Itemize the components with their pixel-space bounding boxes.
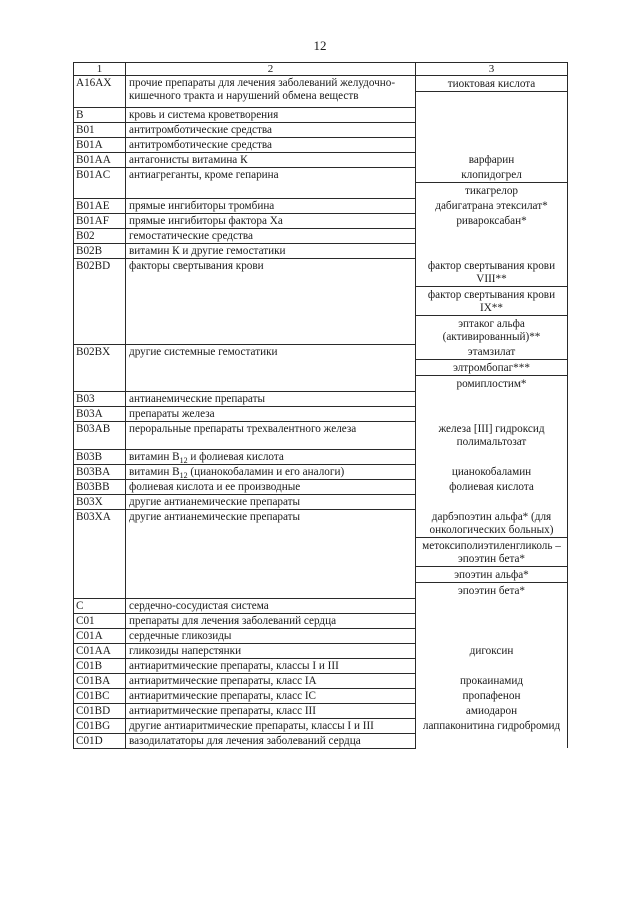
group-name-cell: антитромботические средства (126, 137, 416, 152)
drug-names-cell (416, 391, 568, 406)
drug-name: тикагрелор (464, 185, 519, 197)
table-row (74, 494, 568, 509)
table-row (74, 107, 568, 122)
group-name-cell: сердечные гликозиды (126, 628, 416, 643)
drug-name: эптаког альфа (активированный)** (442, 318, 541, 343)
table-row (74, 213, 568, 228)
atc-code-cell: B01 (74, 122, 126, 137)
drug-name (416, 628, 567, 643)
drug-name: лаппаконитина гидробромид (422, 720, 561, 732)
table-row (74, 344, 568, 391)
atc-code-cell: B03XA (74, 509, 126, 598)
atc-code-cell: B (74, 107, 126, 122)
atc-code-cell: A16AX (74, 76, 126, 108)
header-row (74, 63, 568, 76)
group-name-cell: антагонисты витамина К (126, 152, 416, 167)
drug-names-cell (416, 598, 568, 613)
drug-names-cell (416, 213, 568, 228)
table-row (74, 733, 568, 748)
atc-code-cell: B01AF (74, 213, 126, 228)
drug-name: варфарин (468, 154, 515, 166)
group-name-cell: другие антиаритмические препараты, классы I и III (126, 718, 416, 733)
group-name-cell (126, 449, 416, 464)
atc-code-cell: B02B (74, 243, 126, 258)
table-row (74, 122, 568, 137)
group-name-cell: прямые ингибиторы фактора Xa (126, 213, 416, 228)
table-row (74, 718, 568, 733)
drug-name: фолиевая кислота (449, 481, 534, 493)
table-row (74, 703, 568, 718)
group-name-cell: антиаритмические препараты, классы I и III (126, 658, 416, 673)
table-row (74, 479, 568, 494)
drug-name: элтромбопаг*** (416, 360, 567, 376)
drug-names-cell (416, 76, 568, 108)
drug-names-cell (416, 643, 568, 658)
drug-names-cell (416, 258, 568, 344)
drug-names-cell (416, 449, 568, 464)
group-name-cell: препараты для лечения заболеваний сердца (126, 613, 416, 628)
drug-name (416, 598, 567, 613)
group-name-cell: антиаритмические препараты, класс III (126, 703, 416, 718)
table-row (74, 167, 568, 198)
drug-names-cell (416, 733, 568, 748)
table-row (74, 391, 568, 406)
drug-name: эпоэтин бета* (457, 585, 526, 597)
drug-name: фактор свертывания крови IX** (416, 287, 567, 316)
group-name-cell: антиаритмические препараты, класс IC (126, 688, 416, 703)
atc-code-cell: C01BG (74, 718, 126, 733)
table-row (74, 598, 568, 613)
drug-names-cell (416, 122, 568, 137)
group-name-cell: кровь и система кроветворения (126, 107, 416, 122)
drug-names-cell (416, 344, 568, 391)
atc-code-cell: C01B (74, 658, 126, 673)
group-name-text: витамин B (129, 465, 180, 478)
drug-name: цианокобаламин (451, 466, 532, 478)
header-col-2: 2 (126, 63, 416, 76)
drug-name: дарбэпоэтин альфа* (для онкологических больных) (416, 509, 567, 538)
table-row (74, 406, 568, 421)
drug-name (416, 391, 567, 406)
drug-names-cell (416, 718, 568, 733)
group-name-cell: вазодилататоры для лечения заболеваний сердца (126, 733, 416, 748)
drug-name (416, 494, 567, 509)
drug-names-cell (416, 406, 568, 421)
atc-code-cell: B03A (74, 406, 126, 421)
header-col-1: 1 (74, 63, 126, 76)
atc-code-cell: B02BX (74, 344, 126, 391)
atc-code-cell: B01AE (74, 198, 126, 213)
group-name-text-rest: (цианокобаламин и его аналоги) (187, 465, 345, 478)
table-row (74, 613, 568, 628)
drug-names-cell (416, 703, 568, 718)
drug-names-cell (416, 243, 568, 258)
drug-name (416, 107, 567, 122)
atc-code-cell: C01D (74, 733, 126, 748)
drug-names-cell (416, 198, 568, 213)
group-name-cell: антиагреганты, кроме гепарина (126, 167, 416, 198)
drug-name (416, 658, 567, 673)
drug-name: дигоксин (469, 645, 514, 657)
drug-name: клопидогрел (416, 167, 567, 183)
drug-name: пропафенон (462, 690, 521, 702)
atc-code-cell: B02 (74, 228, 126, 243)
group-name-cell: другие антианемические препараты (126, 509, 416, 598)
drug-name: амиодарон (465, 705, 518, 717)
drug-name: этамзилат (416, 344, 567, 360)
group-name-cell: прочие препараты для лечения заболеваний желудочно-кишечного тракта и нарушений обмена веществ (126, 76, 416, 108)
atc-code-cell: C01 (74, 613, 126, 628)
table-row (74, 449, 568, 464)
table-row (74, 137, 568, 152)
header-col-3: 3 (416, 63, 568, 76)
group-name-cell: пероральные препараты трехвалентного железа (126, 421, 416, 449)
drug-names-cell (416, 494, 568, 509)
table-row (74, 243, 568, 258)
table-row (74, 628, 568, 643)
drug-names-cell (416, 479, 568, 494)
drug-name: ривароксабан* (456, 215, 527, 227)
drug-name (416, 228, 567, 243)
drug-name (416, 137, 567, 152)
drug-name: прокаинамид (459, 675, 524, 687)
atc-code-cell: B01AA (74, 152, 126, 167)
atc-code-cell: C01BA (74, 673, 126, 688)
group-name-cell: гемостатические средства (126, 228, 416, 243)
group-name-cell: прямые ингибиторы тромбина (126, 198, 416, 213)
atc-code-cell: B01A (74, 137, 126, 152)
drug-name (416, 406, 567, 421)
atc-code-cell: B03B (74, 449, 126, 464)
drug-name: ромиплостим* (456, 378, 527, 390)
drug-name: эпоэтин альфа* (416, 567, 567, 583)
atc-code-cell: C01A (74, 628, 126, 643)
group-name-cell: антиаритмические препараты, класс IA (126, 673, 416, 688)
table-row (74, 421, 568, 449)
table-body (74, 76, 568, 749)
table-row (74, 464, 568, 479)
group-name-cell: фолиевая кислота и ее производные (126, 479, 416, 494)
drug-names-cell (416, 107, 568, 122)
drug-names-cell (416, 613, 568, 628)
drug-names-cell (416, 228, 568, 243)
group-name-text: витамин B (129, 450, 180, 463)
atc-code-cell: C (74, 598, 126, 613)
atc-code-cell: B03X (74, 494, 126, 509)
page-number: 12 (313, 38, 327, 53)
drug-names-cell (416, 658, 568, 673)
drug-name (416, 613, 567, 628)
group-name-subscript: 12 (179, 470, 188, 480)
drug-name (416, 449, 567, 464)
drug-name (416, 122, 567, 137)
group-name-text-rest: и фолиевая кислота (187, 450, 284, 463)
drug-names-cell (416, 688, 568, 703)
group-name-cell: антианемические препараты (126, 391, 416, 406)
drug-names-cell (416, 152, 568, 167)
atc-code-cell: C01AA (74, 643, 126, 658)
group-name-cell: препараты железа (126, 406, 416, 421)
table-row (74, 658, 568, 673)
atc-code-cell: B03BA (74, 464, 126, 479)
group-name-cell: антитромботические средства (126, 122, 416, 137)
group-name-cell: гликозиды наперстянки (126, 643, 416, 658)
drug-names-cell (416, 464, 568, 479)
drug-names-cell (416, 673, 568, 688)
group-name-subscript: 12 (179, 455, 188, 465)
table-row (74, 198, 568, 213)
group-name-cell: сердечно-сосудистая система (126, 598, 416, 613)
atc-code-cell: B03AB (74, 421, 126, 449)
drug-name (416, 92, 567, 107)
drug-name: железа [III] гидроксид полимальтозат (438, 423, 545, 448)
drug-names-cell (416, 167, 568, 198)
group-name-cell: другие системные гемостатики (126, 344, 416, 391)
drug-name (416, 733, 567, 748)
table-row (74, 152, 568, 167)
table-row (74, 673, 568, 688)
table-row (74, 688, 568, 703)
atc-code-cell: B03 (74, 391, 126, 406)
table-row (74, 509, 568, 598)
drug-name: фактор свертывания крови VIII** (416, 258, 567, 287)
drug-names-cell (416, 628, 568, 643)
group-name-cell: факторы свертывания крови (126, 258, 416, 344)
table-row (74, 258, 568, 344)
drug-names-cell (416, 137, 568, 152)
drug-name: метоксиполиэтиленгликоль – эпоэтин бета* (416, 538, 567, 567)
drug-name (416, 243, 567, 258)
table-row (74, 228, 568, 243)
table-row (74, 643, 568, 658)
table-header (74, 63, 568, 76)
group-name-cell (126, 464, 416, 479)
atc-code-cell: C01BC (74, 688, 126, 703)
atc-code-cell: B03BB (74, 479, 126, 494)
group-name-cell: другие антианемические препараты (126, 494, 416, 509)
group-name-cell: витамин К и другие гемостатики (126, 243, 416, 258)
atc-code-cell: C01BD (74, 703, 126, 718)
drug-names-cell (416, 421, 568, 449)
atc-code-cell: B01AC (74, 167, 126, 198)
table-row (74, 76, 568, 108)
atc-code-cell: B02BD (74, 258, 126, 344)
drug-name: дабигатрана этексилат* (435, 200, 548, 212)
drug-names-cell (416, 509, 568, 598)
drug-classification-table (73, 62, 568, 749)
drug-name: тиоктовая кислота (416, 76, 567, 92)
